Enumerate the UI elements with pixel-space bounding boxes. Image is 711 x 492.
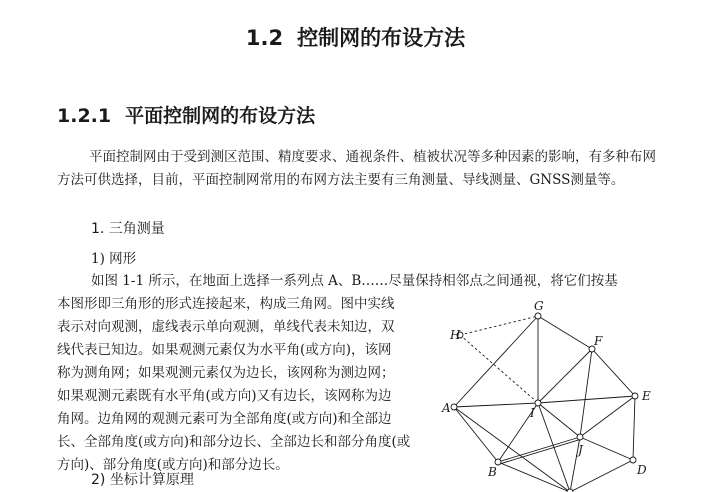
body-line: 方向)、部分角度(或方向)和部分边长。 xyxy=(57,457,289,473)
heading-coord-principle: 2) 坐标计算原理 xyxy=(91,472,194,488)
edge-IE xyxy=(538,396,635,403)
body-line: 称为测角网；如果观测元素仅为边长，该网称为测边网； xyxy=(57,365,395,381)
station-label-f: F xyxy=(594,334,603,348)
section-title-text: 控制网的布设方法 xyxy=(297,26,466,50)
edge-IF xyxy=(538,349,592,403)
station-point-a xyxy=(451,404,457,410)
station-point-e xyxy=(632,393,638,399)
station-label-b: B xyxy=(488,465,497,479)
edge-GF xyxy=(538,316,592,349)
edge-AI xyxy=(454,403,538,407)
intro-paragraph: 平面控制网由于受到测区范围、精度要求、通视条件、植被状况等多种因素的影响，有多种布网方法可供选择，目前，平面控制网常用的布网方法主要有三角测量、导线测量、GNSS测量等。 xyxy=(57,149,656,189)
edge-dashed-HG xyxy=(460,316,538,335)
station-label-j: J xyxy=(578,443,583,457)
edge-AC xyxy=(454,407,570,492)
heading-network-shape: 1) 网形 xyxy=(91,251,137,267)
section-title xyxy=(0,22,711,52)
body-line: 如果观测元素既有水平角(或方向)又有边长，该网称为边 xyxy=(57,388,392,404)
edge-AG xyxy=(454,316,538,407)
triangulation-network-figure xyxy=(440,300,670,492)
subsection-title-text: 平面控制网的布设方法 xyxy=(125,105,316,127)
station-label-g: G xyxy=(534,300,544,313)
station-point-j xyxy=(577,434,583,440)
station-label-e: E xyxy=(642,389,651,403)
heading-triangulation: 1. 三角测量 xyxy=(91,221,165,237)
body-line: 本图形即三角形的形式连接起来，构成三角网。图中实线 xyxy=(57,296,395,312)
edge-ED xyxy=(633,396,635,460)
section-number: 1.2 xyxy=(245,26,284,50)
body-line: 长、全部角度(或方向)和部分边长、全部边长和部分角度(或 xyxy=(57,434,411,450)
station-label-i: I xyxy=(530,406,535,420)
station-point-g xyxy=(535,313,541,319)
station-point-i xyxy=(535,400,541,406)
edge-dashed-HI xyxy=(460,335,538,403)
subsection-number: 1.2.1 xyxy=(57,105,112,127)
edge-CB xyxy=(498,462,570,492)
subsection-title xyxy=(57,101,315,128)
body-line: 表示对向观测，虚线表示单向观测，单线代表未知边，双 xyxy=(57,319,395,335)
station-point-d xyxy=(630,457,636,463)
edge-JE xyxy=(580,396,635,437)
edge-JD xyxy=(580,437,633,460)
edge-JF xyxy=(580,349,592,437)
body-line: 如图 1-1 所示，在地面上选择一系列点 A、B……尽量保持相邻点之间通视，将它们按基 xyxy=(91,273,618,289)
edge-DC xyxy=(570,460,633,492)
body-line: 线代表已知边。如果观测元素仅为水平角(或方向)，该网 xyxy=(57,342,392,358)
edge-BJ xyxy=(498,437,580,462)
station-label-a: A xyxy=(442,401,451,415)
station-label-h: H xyxy=(450,328,461,342)
station-label-d: D xyxy=(637,463,647,477)
body-line: 角网。边角网的观测元素可为全部角度(或方向)和全部边 xyxy=(57,411,392,427)
edge-FE xyxy=(592,349,635,396)
